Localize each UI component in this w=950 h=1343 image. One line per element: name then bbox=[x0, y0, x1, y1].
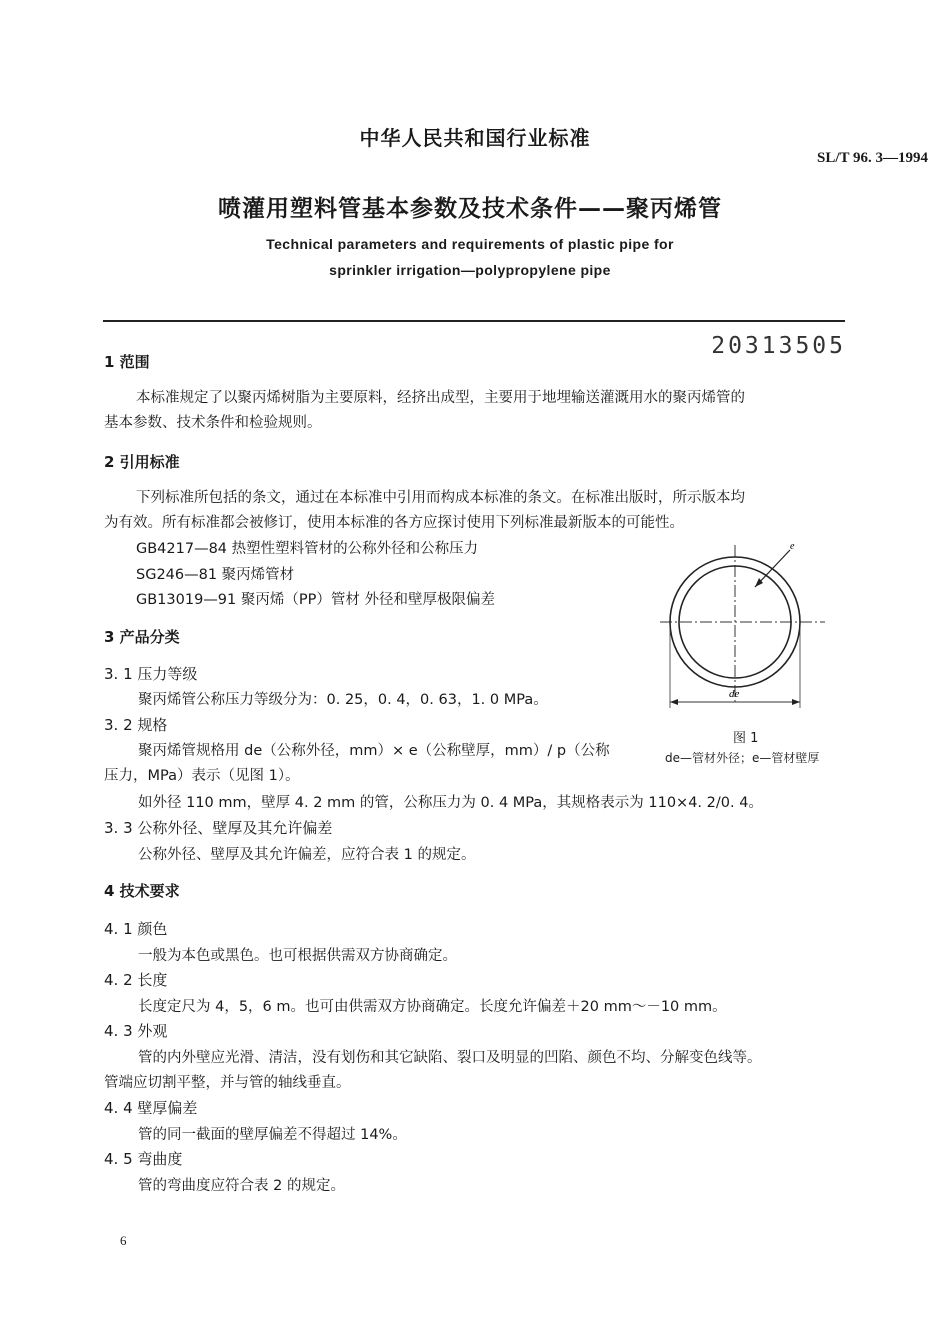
reference-item: GB4217—84 热塑性塑料管材的公称外径和公称压力 bbox=[136, 541, 479, 557]
section-3-2-example: 如外径 110 mm，壁厚 4. 2 mm 的管，公称压力为 0. 4 MPa，其规格表示为 110×4. 2/0. 4。 bbox=[138, 795, 763, 811]
section-2-text-line2: 为有效。所有标准都会被修订，使用本标准的各方应探讨使用下列标准最新版本的可能性。 bbox=[104, 515, 684, 531]
section-4-1-heading: 4. 1 颜色 bbox=[104, 920, 168, 938]
reference-item: GB13019—91 聚丙烯（PP）管材 外径和壁厚极限偏差 bbox=[136, 592, 495, 608]
org-title: 中华人民共和国行业标准 bbox=[359, 126, 591, 150]
section-4-4-heading: 4. 4 壁厚偏差 bbox=[104, 1099, 198, 1117]
section-4-1-text: 一般为本色或黑色。也可根据供需双方协商确定。 bbox=[138, 948, 457, 964]
section-4-3-text-line1: 管的内外壁应光滑、清洁，没有划伤和其它缺陷、裂口及明显的凹陷、颜色不均、分解变色线等。 bbox=[138, 1050, 762, 1066]
section-2-heading: 2 引用标准 bbox=[104, 453, 180, 471]
page-number: 6 bbox=[120, 1233, 127, 1248]
section-1-heading: 1 范围 bbox=[104, 353, 150, 371]
dim-e-label: e bbox=[790, 541, 795, 552]
document-title-en-line2: sprinkler irrigation—polypropylene pipe bbox=[329, 262, 611, 278]
document-title-cn: 喷灌用塑料管基本参数及技术条件——聚丙烯管 bbox=[218, 196, 722, 222]
figure-1-pipe-cross-section bbox=[655, 540, 845, 720]
section-3-1-text: 聚丙烯管公称压力等级分为：0. 25，0. 4，0. 63，1. 0 MPa。 bbox=[138, 692, 548, 708]
section-3-2-heading: 3. 2 规格 bbox=[104, 716, 168, 734]
dim-de-label: de bbox=[729, 688, 740, 700]
standard-code: SL/T 96. 3—1994 bbox=[817, 150, 928, 166]
section-3-3-heading: 3. 3 公称外径、壁厚及其允许偏差 bbox=[104, 819, 333, 837]
dim-arrow-left bbox=[670, 699, 678, 705]
section-1-text-line2: 基本参数、技术条件和检验规则。 bbox=[104, 415, 322, 431]
section-4-4-text: 管的同一截面的壁厚偏差不得超过 14%。 bbox=[138, 1127, 407, 1143]
section-4-2-text: 长度定尺为 4，5，6 m。也可由供需双方协商确定。长度允许偏差＋20 mm～－10 mm。 bbox=[138, 999, 727, 1015]
header-divider bbox=[103, 320, 845, 322]
section-3-3-text: 公称外径、壁厚及其允许偏差，应符合表 1 的规定。 bbox=[138, 847, 476, 863]
section-3-2-text-line1: 聚丙烯管规格用 de（公称外径，mm）× e（公称壁厚，mm）/ p（公称 bbox=[138, 743, 610, 759]
stamp-number: 20313505 bbox=[711, 333, 846, 359]
reference-item: SG246—81 聚丙烯管材 bbox=[136, 567, 295, 583]
section-4-heading: 4 技术要求 bbox=[104, 882, 180, 900]
section-4-5-heading: 4. 5 弯曲度 bbox=[104, 1150, 183, 1168]
section-2-text-line1: 下列标准所包括的条文，通过在本标准中引用而构成本标准的条文。在标准出版时，所示版本均 bbox=[136, 490, 745, 506]
section-3-2-text-line2: 压力，MPa）表示（见图 1）。 bbox=[104, 768, 300, 784]
section-4-3-heading: 4. 3 外观 bbox=[104, 1022, 168, 1040]
document-title-en-line1: Technical parameters and requirements of plastic pipe for bbox=[266, 236, 674, 252]
section-1-text-line1: 本标准规定了以聚丙烯树脂为主要原料，经挤出成型，主要用于地埋输送灌溉用水的聚丙烯管的 bbox=[136, 390, 745, 406]
section-4-3-text-line2: 管端应切割平整，并与管的轴线垂直。 bbox=[104, 1075, 351, 1091]
figure-1-caption: de—管材外径；e—管材壁厚 bbox=[665, 751, 820, 765]
section-4-2-heading: 4. 2 长度 bbox=[104, 971, 168, 989]
figure-1-label: 图 1 bbox=[733, 731, 759, 746]
dim-arrow-right bbox=[792, 699, 800, 705]
section-4-5-text: 管的弯曲度应符合表 2 的规定。 bbox=[138, 1178, 345, 1194]
section-3-heading: 3 产品分类 bbox=[104, 628, 180, 646]
pipe-cross-section-diagram bbox=[655, 540, 845, 720]
section-3-1-heading: 3. 1 压力等级 bbox=[104, 665, 198, 683]
